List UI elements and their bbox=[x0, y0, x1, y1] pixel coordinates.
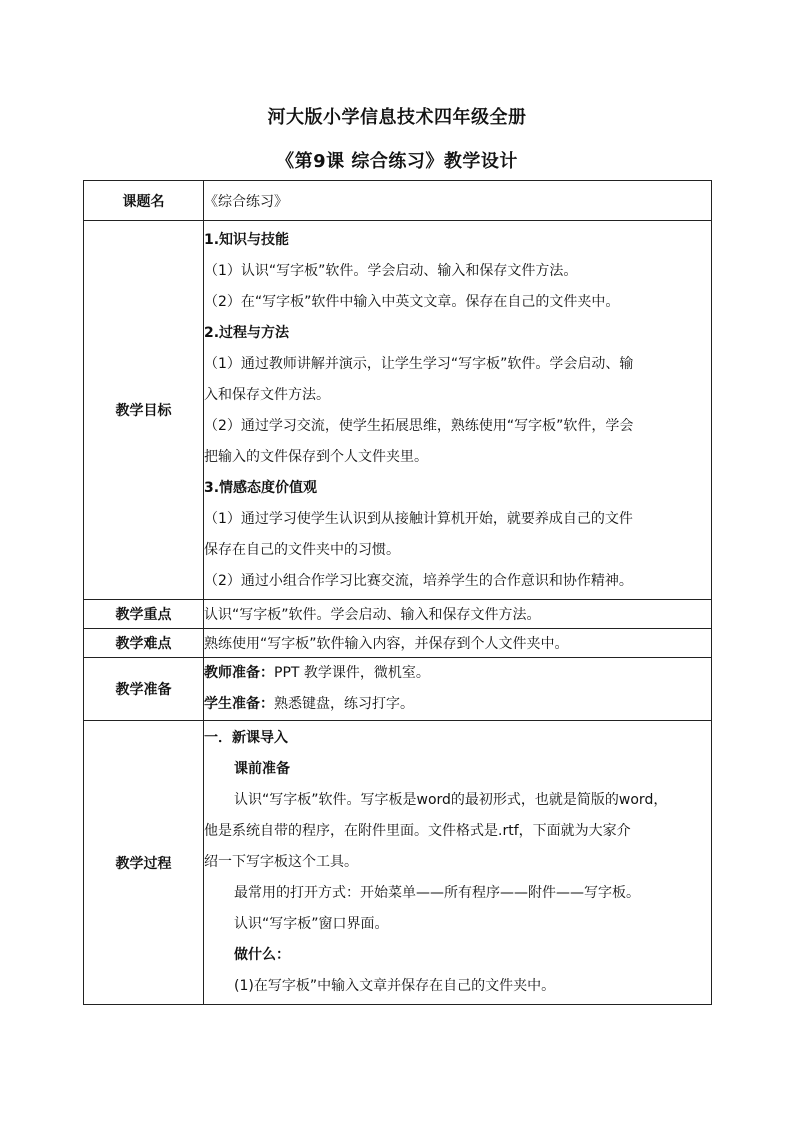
goal-item: （1）通过教师讲解并演示，让学生学习“写字板”软件。学会启动、输 bbox=[204, 356, 634, 372]
row-label-goals: 教学目标 bbox=[84, 221, 204, 600]
document-title: 河大版小学信息技术四年级全册 bbox=[267, 107, 527, 128]
topic-value: 《综合练习》 bbox=[204, 181, 712, 221]
lesson-plan-table bbox=[83, 180, 712, 1005]
teacher-prep-value: PPT 教学课件，微机室。 bbox=[274, 665, 430, 681]
table-row-goals bbox=[84, 221, 712, 600]
process-subheading: 做什么： bbox=[234, 947, 290, 963]
process-paragraph-continued: 他是系统自带的程序，在附件里面。文件格式是.rtf，下面就为大家介 bbox=[204, 823, 631, 839]
goal-item-continued: 保存在自己的文件夹中的习惯。 bbox=[204, 542, 400, 558]
table-row-topic bbox=[84, 181, 712, 221]
goal-item: （1）通过学习使学生认识到从接触计算机开始，就要养成自己的文件 bbox=[204, 511, 633, 527]
goals-heading-2: 2.过程与方法 bbox=[204, 325, 290, 341]
goal-item: （1）认识“写字板”软件。学会启动、输入和保存文件方法。 bbox=[204, 263, 578, 279]
row-label-difficult: 教学难点 bbox=[84, 629, 204, 658]
row-label-key: 教学重点 bbox=[84, 600, 204, 629]
goal-item-continued: 把输入的文件保存到个人文件夹里。 bbox=[204, 449, 428, 465]
table-row-prep bbox=[84, 658, 712, 721]
student-prep-label: 学生准备： bbox=[204, 696, 274, 712]
table-row-difficult bbox=[84, 629, 712, 658]
prep-content bbox=[204, 658, 712, 721]
goal-item: （2）通过学习交流，使学生拓展思维，熟练使用“写字板”软件，学会 bbox=[204, 418, 634, 434]
student-prep-value: 熟悉键盘，练习打字。 bbox=[274, 696, 414, 712]
process-paragraph: (1)在写字板”中输入文章并保存在自己的文件夹中。 bbox=[234, 978, 556, 994]
document-subtitle: 《第9课 综合练习》教学设计 bbox=[276, 151, 518, 172]
process-paragraph: 认识“写字板”窗口界面。 bbox=[234, 916, 389, 932]
row-label-prep: 教学准备 bbox=[84, 658, 204, 721]
goal-item: （2）通过小组合作学习比赛交流，培养学生的合作意识和协作精神。 bbox=[204, 573, 633, 589]
process-paragraph: 认识“写字板”软件。写字板是word的最初形式，也就是简版的word， bbox=[234, 792, 668, 808]
goal-item-continued: 入和保存文件方法。 bbox=[204, 387, 330, 403]
goals-content bbox=[204, 221, 712, 600]
process-paragraph-continued: 绍一下写字板这个工具。 bbox=[204, 854, 358, 870]
key-value: 认识“写字板”软件。学会启动、输入和保存文件方法。 bbox=[204, 600, 712, 629]
table-row-process bbox=[84, 721, 712, 1005]
goals-heading-3: 3.情感态度价值观 bbox=[204, 480, 318, 496]
process-subheading: 课前准备 bbox=[234, 761, 290, 777]
teacher-prep-label: 教师准备： bbox=[204, 665, 274, 681]
row-label-topic: 课题名 bbox=[84, 181, 204, 221]
process-paragraph: 最常用的打开方式：开始菜单——所有程序——附件——写字板。 bbox=[234, 885, 640, 901]
process-section-heading: 一．新课导入 bbox=[204, 730, 288, 746]
goal-item: （2）在“写字板”软件中输入中英文文章。保存在自己的文件夹中。 bbox=[204, 294, 620, 310]
goals-heading-1: 1.知识与技能 bbox=[204, 232, 290, 248]
row-label-process: 教学过程 bbox=[84, 721, 204, 1005]
difficult-value: 熟练使用“写字板”软件输入内容，并保存到个人文件夹中。 bbox=[204, 629, 712, 658]
process-content bbox=[204, 721, 712, 1005]
table-row-key bbox=[84, 600, 712, 629]
